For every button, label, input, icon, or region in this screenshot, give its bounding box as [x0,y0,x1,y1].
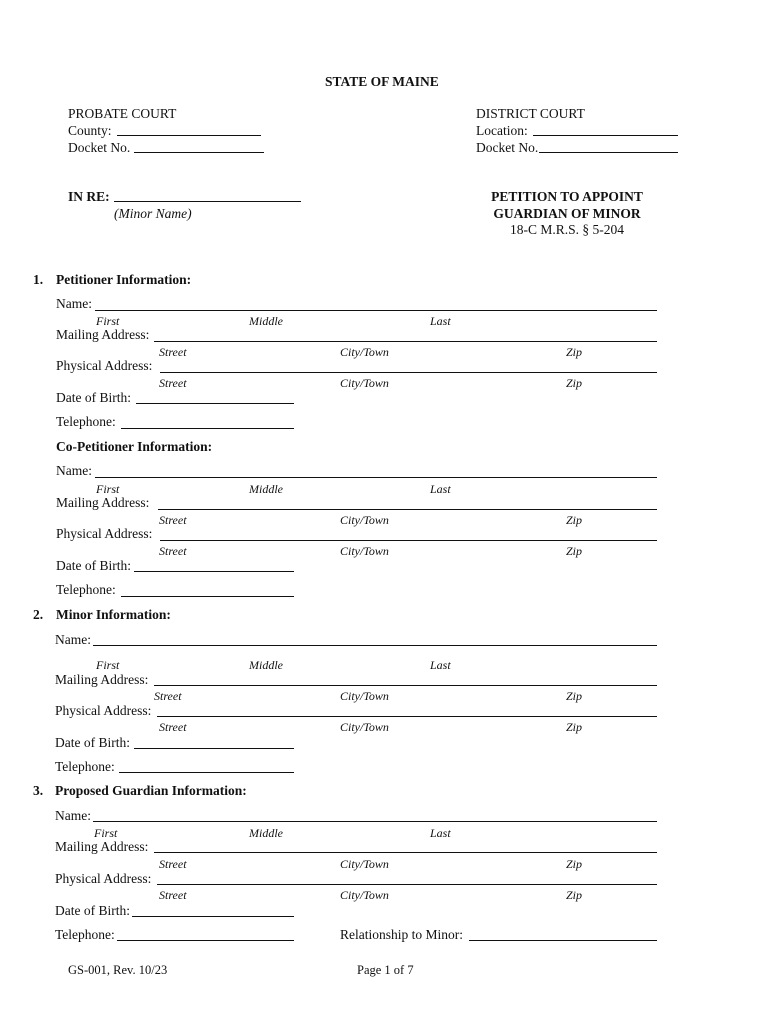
mailing-address-label: Mailing Address: [56,327,150,342]
mailing-address-label: Mailing Address: [56,495,150,510]
zip-caption: Zip [566,544,583,558]
name-label: Name: [56,463,92,478]
physical-address-label: Physical Address: [56,358,153,373]
petition-title-line2: GUARDIAN OF MINOR [493,206,641,221]
street-caption: Street [159,720,187,734]
petitioner-telephone-field[interactable] [121,428,294,429]
page-number: Page 1 of 7 [357,963,414,977]
middle-caption: Middle [249,658,283,672]
minor-telephone-field[interactable] [119,772,294,773]
dob-label: Date of Birth: [56,390,131,405]
middle-caption: Middle [249,826,283,840]
telephone-label: Telephone: [55,927,115,942]
city-caption: City/Town [340,376,389,390]
street-caption: Street [154,689,182,703]
city-caption: City/Town [340,720,389,734]
zip-caption: Zip [566,513,583,527]
first-caption: First [96,658,120,672]
petitioner-name-field[interactable] [95,310,657,311]
petitioner-physical-field[interactable] [160,372,657,373]
location-field[interactable] [533,135,678,136]
mailing-address-label: Mailing Address: [55,839,149,854]
minor-physical-field[interactable] [157,716,657,717]
relationship-label: Relationship to Minor: [340,927,463,942]
last-caption: Last [430,482,451,496]
dob-label: Date of Birth: [55,903,130,918]
zip-caption: Zip [566,857,583,871]
guardian-dob-field[interactable] [132,916,294,917]
name-label: Name: [56,296,92,311]
minor-name-caption: (Minor Name) [114,206,192,221]
section-title: Proposed Guardian Information: [55,783,247,798]
co-petitioner-name-field[interactable] [95,477,657,478]
city-caption: City/Town [340,857,389,871]
district-docket-label: Docket No. [476,140,539,155]
guardian-mailing-field[interactable] [154,852,657,853]
minor-mailing-field[interactable] [154,685,657,686]
zip-caption: Zip [566,689,583,703]
probate-docket-label: Docket No. [68,140,131,155]
middle-caption: Middle [249,482,283,496]
street-caption: Street [159,513,187,527]
telephone-label: Telephone: [56,414,116,429]
county-label: County: [68,123,112,138]
probate-docket-field[interactable] [134,152,264,153]
co-petitioner-physical-field[interactable] [160,540,657,541]
section-title: Petitioner Information: [56,272,192,287]
district-docket-field[interactable] [539,152,678,153]
zip-caption: Zip [566,720,583,734]
section-number: 2. [33,607,44,622]
zip-caption: Zip [566,888,583,902]
telephone-label: Telephone: [55,759,115,774]
city-caption: City/Town [340,544,389,558]
petitioner-dob-field[interactable] [136,403,294,404]
name-label: Name: [55,632,91,647]
city-caption: City/Town [340,513,389,527]
minor-name-full-field[interactable] [93,645,657,646]
minor-dob-field[interactable] [134,748,294,749]
section-title: Minor Information: [56,607,171,622]
section-number: 3. [33,783,44,798]
street-caption: Street [159,544,187,558]
co-petitioner-mailing-field[interactable] [158,509,657,510]
petition-title-line1: PETITION TO APPOINT [491,189,643,204]
section-number: 1. [33,272,44,287]
county-field[interactable] [117,135,261,136]
co-petitioner-title: Co-Petitioner Information: [56,439,213,454]
probate-court-title: PROBATE COURT [68,106,177,121]
in-re-label: IN RE: [68,189,110,204]
street-caption: Street [159,345,187,359]
location-label: Location: [476,123,528,138]
city-caption: City/Town [340,689,389,703]
minor-name-field[interactable] [114,201,301,202]
street-caption: Street [159,888,187,902]
guardian-physical-field[interactable] [157,884,657,885]
street-caption: Street [159,857,187,871]
first-caption: First [96,482,120,496]
zip-caption: Zip [566,376,583,390]
telephone-label: Telephone: [56,582,116,597]
mailing-address-label: Mailing Address: [55,672,149,687]
first-caption: First [96,314,120,328]
city-caption: City/Town [340,888,389,902]
co-petitioner-telephone-field[interactable] [121,596,294,597]
physical-address-label: Physical Address: [55,871,152,886]
form-id: GS-001, Rev. 10/23 [68,963,168,977]
street-caption: Street [159,376,187,390]
statute-citation: 18-C M.R.S. § 5-204 [509,222,624,237]
co-petitioner-dob-field[interactable] [134,571,294,572]
city-caption: City/Town [340,345,389,359]
district-court-title: DISTRICT COURT [476,106,585,121]
last-caption: Last [430,314,451,328]
last-caption: Last [430,826,451,840]
physical-address-label: Physical Address: [55,703,152,718]
guardian-name-field[interactable] [93,821,657,822]
guardian-telephone-field[interactable] [117,940,294,941]
first-caption: First [94,826,118,840]
last-caption: Last [430,658,451,672]
middle-caption: Middle [249,314,283,328]
physical-address-label: Physical Address: [56,526,153,541]
name-label: Name: [55,808,91,823]
zip-caption: Zip [566,345,583,359]
dob-label: Date of Birth: [55,735,130,750]
petitioner-mailing-field[interactable] [154,341,657,342]
dob-label: Date of Birth: [56,558,131,573]
state-title: STATE OF MAINE [325,74,439,89]
relationship-field[interactable] [469,940,657,941]
